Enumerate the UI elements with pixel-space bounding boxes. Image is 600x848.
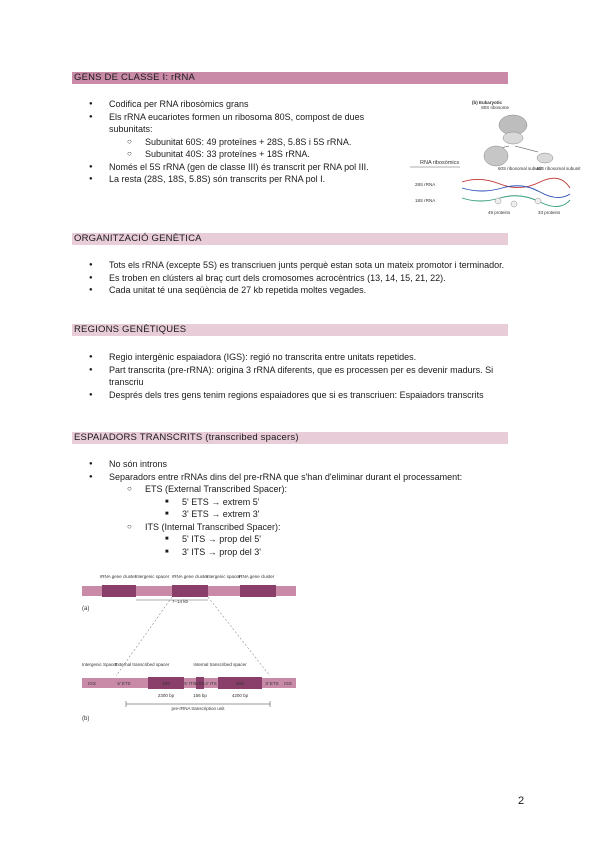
list-item: ● Separadors entre rRNAs dins del pre-rRNA que s'han d'eliminar durant el processament: <box>72 471 512 484</box>
list-item: ○ Subunitat 40S: 33 proteïnes + 18S rRNA. <box>72 148 402 161</box>
panel-a-label: (a) <box>82 606 90 612</box>
list-item: ● Es troben en clústers al braç curt dels cromosomes acrocèntrics (13, 14, 15, 21, 22). <box>72 272 512 285</box>
top-label-gene-cluster-2: rRNA gene cluster <box>171 574 209 579</box>
section-header-espaiadors: ESPAIADORS TRANSCRITS (transcribed spacers) <box>72 432 508 444</box>
section-list-gens-classe-i <box>72 98 402 186</box>
list-item: ■ 5' ETS → extrem 5' <box>72 496 512 509</box>
section-header-gens-classe-i: GENS DE CLASSE I: rRNA <box>72 72 508 84</box>
list-item: ● Part transcrita (pre-rRNA): origina 3 rRNA diferents, que es processen per es devenir madurs. Si transcriu <box>72 364 512 389</box>
ribosome-large-label: 60S ribosomal subunit <box>498 166 543 171</box>
list-item: ● Tots els rRNA (excepte 5S) es transcriuen junts perquè estan sota un mateix promotor i terminador. <box>72 259 512 272</box>
section-header-organitzacio: ORGANITZACIÓ GENÈTICA <box>72 233 508 245</box>
segment-igs-right: IGS <box>284 681 292 686</box>
rrna-gene-figure <box>80 570 300 725</box>
ets-callout-label: External transcribed spacer <box>114 662 170 667</box>
rrna-line2-label: 18S rRNA <box>415 198 436 203</box>
list-item: ■ 5' ITS → prop del 5' <box>72 533 512 546</box>
section-list-organitzacio <box>72 259 512 297</box>
list-item: ● Després dels tres gens tenim regions espaiadores que si es transcriuen: Espaiadors transcrits <box>72 389 512 402</box>
ribosome-whole-label: 80S ribosome <box>481 105 509 110</box>
segment-28s: 28S <box>235 681 245 686</box>
page-number: 2 <box>518 795 525 807</box>
segment-5-its: 5' ITS <box>184 681 196 686</box>
its-callout-label: Internal transcribed spacer <box>193 662 247 667</box>
rrna-28s-curve <box>462 178 570 188</box>
panel-a-block-3 <box>240 585 276 597</box>
top-label-gene-cluster-1: rRNA gene cluster <box>99 574 137 579</box>
ribosome-large-proteins: 49 proteins <box>488 210 511 215</box>
segment-18s: 18S <box>161 681 171 686</box>
panel-b-label: (b) <box>82 716 90 722</box>
igs-callout-label: Intergenic Spacer <box>82 662 118 667</box>
segment-5-ets: 5' ETS <box>117 681 131 686</box>
panel-a-block-1 <box>102 585 136 597</box>
ribosome-small-label: 40S ribosomal subunit <box>536 166 581 171</box>
size-18s: 2300 bp <box>157 693 175 698</box>
list-item: ● Regio intergènic espaiadora (IGS): regió no transcrita entre unitats repetides. <box>72 351 512 364</box>
segment-58s: 5.8S <box>195 681 205 686</box>
list-item: ● Codifica per RNA ribosòmics grans <box>72 98 402 111</box>
section-header-regions: REGIONS GENÈTIQUES <box>72 324 508 336</box>
rrna-line1-label: 28S rRNA <box>415 182 436 187</box>
list-item: ○ ETS (External Transcribed Spacer): <box>72 483 512 496</box>
ribosome-figure-title: (b) Eukaryotic <box>472 100 503 105</box>
segment-3-ets: 3' ETS <box>265 681 279 686</box>
top-label-spacer-1: Intergenic spacer <box>134 574 170 579</box>
ribosome-40s-shape <box>537 153 553 163</box>
ribosome-80s-small-shape <box>503 132 523 144</box>
section-list-espaiadors <box>72 458 512 558</box>
top-label-spacer-2: Intergenic spacer <box>205 574 241 579</box>
list-item: ● La resta (28S, 18S, 5.8S) són transcrits per RNA pol I. <box>72 173 402 186</box>
size-58s: 156 bp <box>193 693 207 698</box>
segment-3-its: 3' ITS <box>205 681 217 686</box>
rrna-label: RNA ribosòmics <box>420 160 460 166</box>
section-list-regions <box>72 351 512 401</box>
size-28s: 4200 bp <box>231 693 249 698</box>
list-item: ● Només el 5S rRNA (gen de classe III) és transcrit per RNA pol III. <box>72 161 402 174</box>
span-label: 7–14 kb <box>171 599 189 604</box>
list-item: ● No són introns <box>72 458 512 471</box>
segment-igs-left: IGS <box>88 681 96 686</box>
list-item: ■ 3' ETS → extrem 3' <box>72 508 512 521</box>
list-item: ● Els rRNA eucariotes formen un ribosoma 80S, compost de dues subunitats: <box>72 111 402 136</box>
panel-a-block-2 <box>172 585 208 597</box>
list-item: ■ 3' ITS → prop del 3' <box>72 546 512 559</box>
top-label-gene-cluster-3: rRNA gene cluster <box>237 574 275 579</box>
unit-label: pre-rRNA transcription unit <box>171 706 225 711</box>
ribosome-small-proteins: 33 proteins <box>538 210 561 215</box>
list-item: ● Cada unitat té una seqüència de 27 kb repetida moltes vegades. <box>72 284 512 297</box>
ribosome-figure <box>410 98 581 218</box>
list-item: ○ ITS (Internal Transcribed Spacer): <box>72 521 512 534</box>
ribosome-60s-shape <box>484 146 508 166</box>
list-item: ○ Subunitat 60S: 49 proteïnes + 28S, 5.8S i 5S rRNA. <box>72 136 402 149</box>
